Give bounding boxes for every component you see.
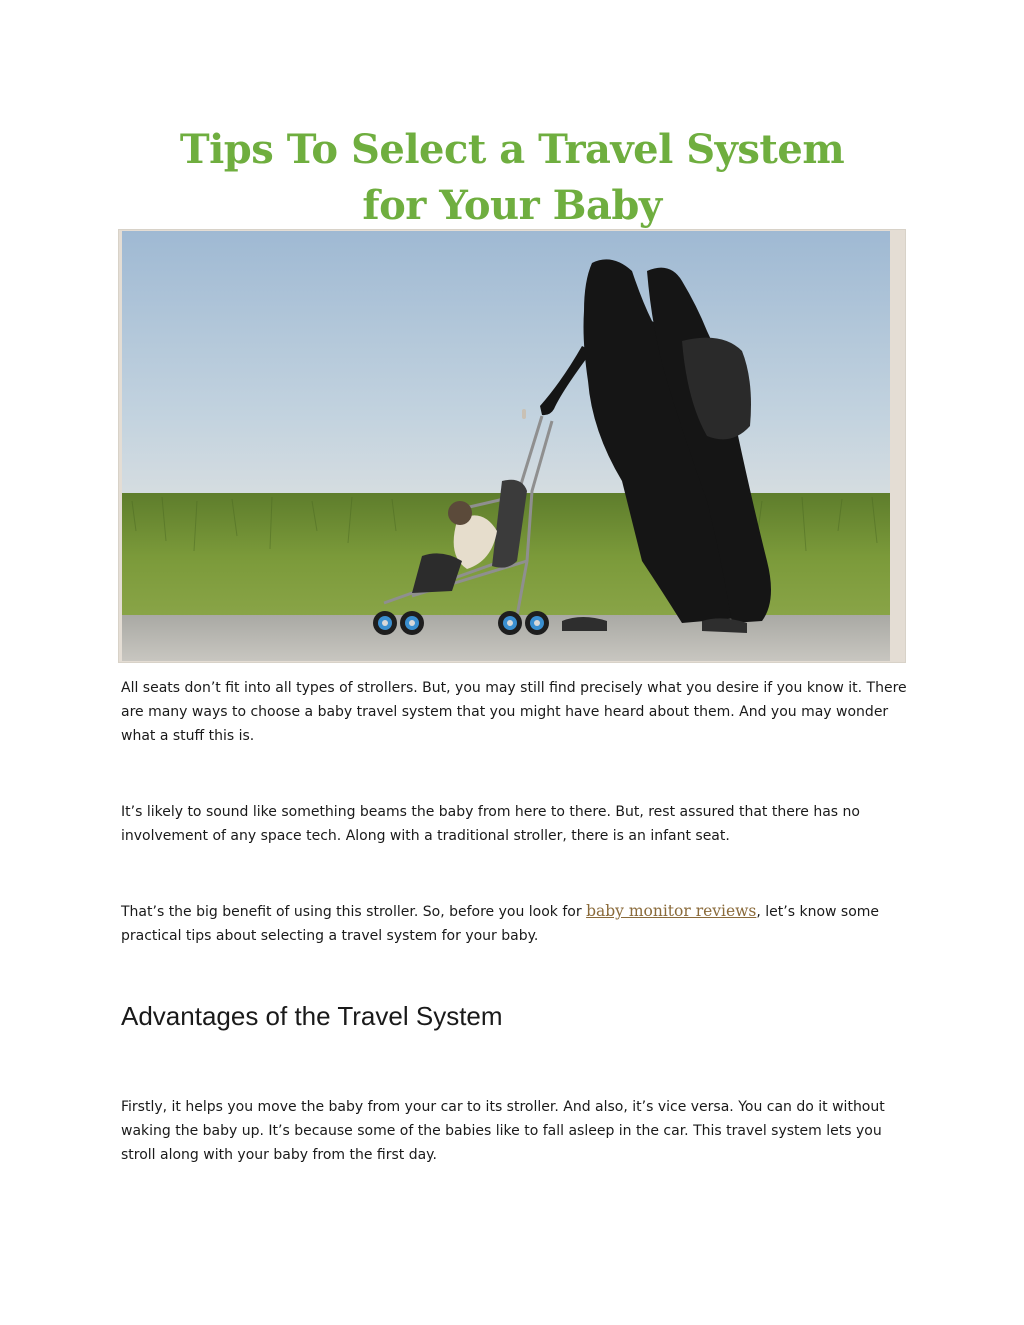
paragraph-space-tech: It’s likely to sound like something beams the baby from here to there. But, rest assured that there has no involvement of any space tech. Along with a traditional stroller, there is an infant seat.: [121, 804, 860, 844]
hero-photo: [122, 231, 890, 661]
hero-photo-frame: [118, 229, 906, 663]
baby-monitor-reviews-link[interactable]: baby monitor reviews: [586, 902, 757, 920]
paragraph-advantages: Firstly, it helps you move the baby from your car to its stroller. And also, it’s vice versa. You can do it without waking the baby up. It’s because some of the babies like to fall asleep in the car. This travel system lets you stroll along with your baby from the first day.: [121, 1099, 885, 1163]
paragraph-intro: All seats don’t fit into all types of strollers. But, you may still find precisely what you desire if you know it. There are many ways to choose a baby travel system that you might have heard about them. And you may wonder what a stuff this is.: [121, 680, 907, 744]
paragraph-benefit-text-after: , let’s know some practical tips about selecting a travel system for your baby.: [121, 904, 880, 944]
paragraph-benefit: [121, 899, 911, 948]
page-title: [0, 122, 1024, 234]
section-heading-advantages: Advantages of the Travel System: [121, 1001, 503, 1031]
page-title-line-1: Tips To Select a Travel System: [179, 126, 845, 173]
paragraph-benefit-text-before: That’s the big benefit of using this stroller. So, before you look for: [121, 904, 587, 920]
page-title-line-2: for Your Baby: [362, 182, 662, 229]
